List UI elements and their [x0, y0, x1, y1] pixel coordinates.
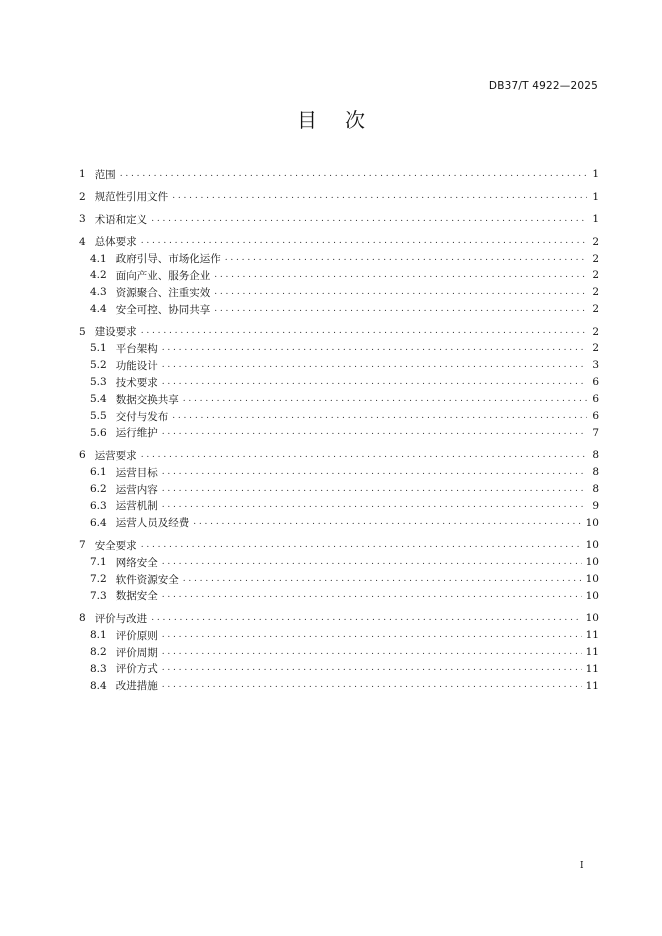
toc-entry-label: 数据安全	[115, 590, 158, 603]
toc-entry-label: 运行维护	[115, 427, 158, 440]
toc-entry-page: 1	[592, 213, 599, 226]
toc-entry-page: 2	[592, 252, 599, 265]
toc-entry-number: 7.3	[90, 589, 107, 602]
toc-entry-number: 7.1	[90, 556, 107, 569]
toc-dot-leader	[151, 614, 581, 623]
toc-dot-leader	[162, 344, 587, 353]
toc-entry-number: 2	[79, 190, 86, 203]
toc-entry-page: 8	[592, 483, 599, 496]
toc-entry-number: 1	[79, 168, 86, 181]
table-of-contents	[79, 166, 599, 694]
toc-dot-leader	[141, 327, 587, 336]
toc-dot-leader	[162, 428, 587, 437]
toc-subsection-entry[interactable]	[79, 677, 599, 694]
toc-dot-leader	[172, 192, 587, 201]
toc-subsection-entry[interactable]	[79, 464, 599, 481]
toc-section-entry[interactable]	[79, 188, 599, 205]
toc-entry-label: 规范性引用文件	[94, 191, 169, 204]
toc-entry-label: 平台架构	[115, 342, 158, 355]
toc-entry-label: 运营要求	[94, 449, 137, 462]
toc-title-char-1: 目	[297, 108, 317, 132]
toc-section-entry[interactable]	[79, 447, 599, 464]
toc-dot-leader	[183, 395, 587, 404]
toc-entry-number: 5.5	[90, 410, 107, 423]
toc-entry-label: 交付与发布	[115, 410, 169, 423]
toc-entry-label: 数据交换共享	[115, 393, 179, 406]
toc-entry-number: 7.2	[90, 573, 107, 586]
toc-dot-leader	[141, 237, 587, 246]
document-code: DB37/T 4922—2025	[488, 80, 598, 92]
toc-section-entry[interactable]	[79, 323, 599, 340]
toc-entry-page: 11	[585, 629, 599, 642]
toc-entry-page: 2	[592, 342, 599, 355]
toc-dot-leader	[162, 501, 587, 510]
toc-entry-label: 术语和定义	[94, 213, 148, 226]
toc-dot-leader	[193, 518, 581, 527]
toc-entry-number: 5	[79, 325, 86, 338]
toc-entry-page: 6	[592, 410, 599, 423]
toc-dot-leader	[120, 170, 587, 179]
toc-dot-leader	[162, 468, 587, 477]
toc-entry-number: 4.1	[90, 252, 107, 265]
toc-dot-leader	[162, 664, 582, 673]
toc-entry-label: 运营机制	[115, 500, 158, 513]
toc-entry-label: 面向产业、服务企业	[115, 269, 211, 282]
toc-dot-leader	[162, 648, 582, 657]
toc-dot-leader	[162, 681, 582, 690]
toc-subsection-entry[interactable]	[79, 357, 599, 374]
toc-entry-label: 范围	[94, 168, 116, 181]
toc-entry-label: 评价周期	[115, 646, 158, 659]
toc-entry-page: 10	[585, 539, 599, 552]
toc-dot-leader	[162, 361, 587, 370]
toc-subsection-entry[interactable]	[79, 301, 599, 318]
toc-entry-page: 9	[592, 499, 599, 512]
toc-entry-number: 5.2	[90, 359, 107, 372]
toc-entry-number: 5.1	[90, 342, 107, 355]
toc-entry-page: 7	[592, 426, 599, 439]
toc-entry-label: 软件资源安全	[115, 573, 179, 586]
toc-dot-leader	[162, 485, 587, 494]
toc-subsection-entry[interactable]	[79, 424, 599, 441]
toc-entry-label: 功能设计	[115, 359, 158, 372]
toc-dot-leader	[172, 412, 587, 421]
toc-subsection-entry[interactable]	[79, 340, 599, 357]
toc-entry-number: 6.3	[90, 499, 107, 512]
toc-entry-page: 2	[592, 235, 599, 248]
toc-dot-leader	[162, 631, 582, 640]
toc-entry-page: 8	[592, 449, 599, 462]
toc-dot-leader	[225, 254, 587, 263]
toc-section-entry[interactable]	[79, 166, 599, 183]
toc-entry-page: 8	[592, 466, 599, 479]
toc-entry-label: 技术要求	[115, 376, 158, 389]
toc-entry-number: 6	[79, 449, 86, 462]
toc-subsection-entry[interactable]	[79, 498, 599, 515]
toc-entry-label: 评价原则	[115, 629, 158, 642]
toc-entry-number: 4.3	[90, 286, 107, 299]
toc-entry-page: 10	[585, 573, 599, 586]
toc-entry-number: 7	[79, 539, 86, 552]
toc-entry-number: 8.4	[90, 679, 107, 692]
toc-entry-label: 资源聚合、注重实效	[115, 286, 211, 299]
toc-dot-leader	[141, 451, 587, 460]
toc-entry-page: 10	[585, 612, 599, 625]
toc-subsection-entry[interactable]	[79, 374, 599, 391]
toc-subsection-entry[interactable]	[79, 408, 599, 425]
toc-entry-number: 8.3	[90, 662, 107, 675]
toc-subsection-entry[interactable]	[79, 267, 599, 284]
toc-entry-page: 2	[592, 286, 599, 299]
toc-subsection-entry[interactable]	[79, 481, 599, 498]
toc-entry-page: 6	[592, 376, 599, 389]
toc-section-entry[interactable]	[79, 211, 599, 228]
toc-entry-number: 8.2	[90, 646, 107, 659]
toc-entry-page: 1	[592, 168, 599, 181]
toc-dot-leader	[162, 591, 582, 600]
toc-entry-label: 评价方式	[115, 663, 158, 676]
toc-dot-leader	[162, 378, 587, 387]
toc-entry-page: 1	[592, 190, 599, 203]
toc-dot-leader	[214, 271, 587, 280]
toc-entry-number: 5.6	[90, 426, 107, 439]
toc-entry-number: 5.4	[90, 393, 107, 406]
toc-entry-label: 评价与改进	[94, 612, 148, 625]
toc-entry-label: 安全可控、协同共享	[115, 303, 211, 316]
toc-subsection-entry[interactable]	[79, 391, 599, 408]
footer-page-number: I	[580, 861, 584, 871]
toc-dot-leader	[151, 215, 587, 224]
toc-entry-label: 运营人员及经费	[115, 517, 190, 530]
toc-dot-leader	[141, 541, 582, 550]
toc-title-char-2: 次	[345, 108, 365, 132]
toc-entry-page: 11	[585, 646, 599, 659]
toc-entry-number: 3	[79, 213, 86, 226]
toc-entry-page: 3	[592, 359, 599, 372]
toc-entry-label: 建设要求	[94, 326, 137, 339]
toc-entry-number: 4.4	[90, 303, 107, 316]
toc-entry-number: 8	[79, 612, 86, 625]
toc-subsection-entry[interactable]	[79, 661, 599, 678]
toc-entry-label: 总体要求	[94, 236, 137, 249]
toc-dot-leader	[162, 558, 582, 567]
toc-entry-page: 10	[585, 556, 599, 569]
toc-entry-number: 6.2	[90, 483, 107, 496]
toc-entry-label: 安全要求	[94, 539, 137, 552]
toc-entry-page: 10	[585, 589, 599, 602]
toc-entry-number: 5.3	[90, 376, 107, 389]
toc-subsection-entry[interactable]	[79, 514, 599, 531]
toc-entry-page: 2	[592, 269, 599, 282]
toc-entry-page: 11	[585, 679, 599, 692]
toc-subsection-entry[interactable]	[79, 627, 599, 644]
toc-entry-page: 2	[592, 303, 599, 316]
toc-entry-number: 4.2	[90, 269, 107, 282]
toc-subsection-entry[interactable]	[79, 250, 599, 267]
toc-dot-leader	[183, 575, 582, 584]
toc-entry-page: 2	[592, 325, 599, 338]
toc-section-entry[interactable]	[79, 233, 599, 250]
toc-entry-label: 运营内容	[115, 483, 158, 496]
toc-entry-label: 政府引导、市场化运作	[115, 253, 221, 265]
toc-section-entry[interactable]	[79, 610, 599, 627]
toc-subsection-entry[interactable]	[79, 644, 599, 661]
toc-entry-number: 6.4	[90, 516, 107, 529]
toc-entry-number: 6.1	[90, 466, 107, 479]
toc-entry-page: 10	[585, 516, 599, 529]
toc-entry-number: 4	[79, 235, 86, 248]
toc-dot-leader	[214, 305, 587, 314]
toc-entry-number: 8.1	[90, 629, 107, 642]
toc-entry-page: 11	[585, 662, 599, 675]
toc-entry-page: 6	[592, 393, 599, 406]
toc-subsection-entry[interactable]	[79, 587, 599, 604]
toc-section-entry[interactable]	[79, 537, 599, 554]
toc-entry-label: 网络安全	[115, 556, 158, 569]
toc-entry-label: 改进措施	[115, 680, 158, 693]
toc-subsection-entry[interactable]	[79, 284, 599, 301]
toc-subsection-entry[interactable]	[79, 554, 599, 571]
toc-dot-leader	[214, 288, 587, 297]
toc-entry-label: 运营目标	[115, 466, 158, 479]
toc-subsection-entry[interactable]	[79, 571, 599, 588]
toc-title	[0, 104, 662, 133]
